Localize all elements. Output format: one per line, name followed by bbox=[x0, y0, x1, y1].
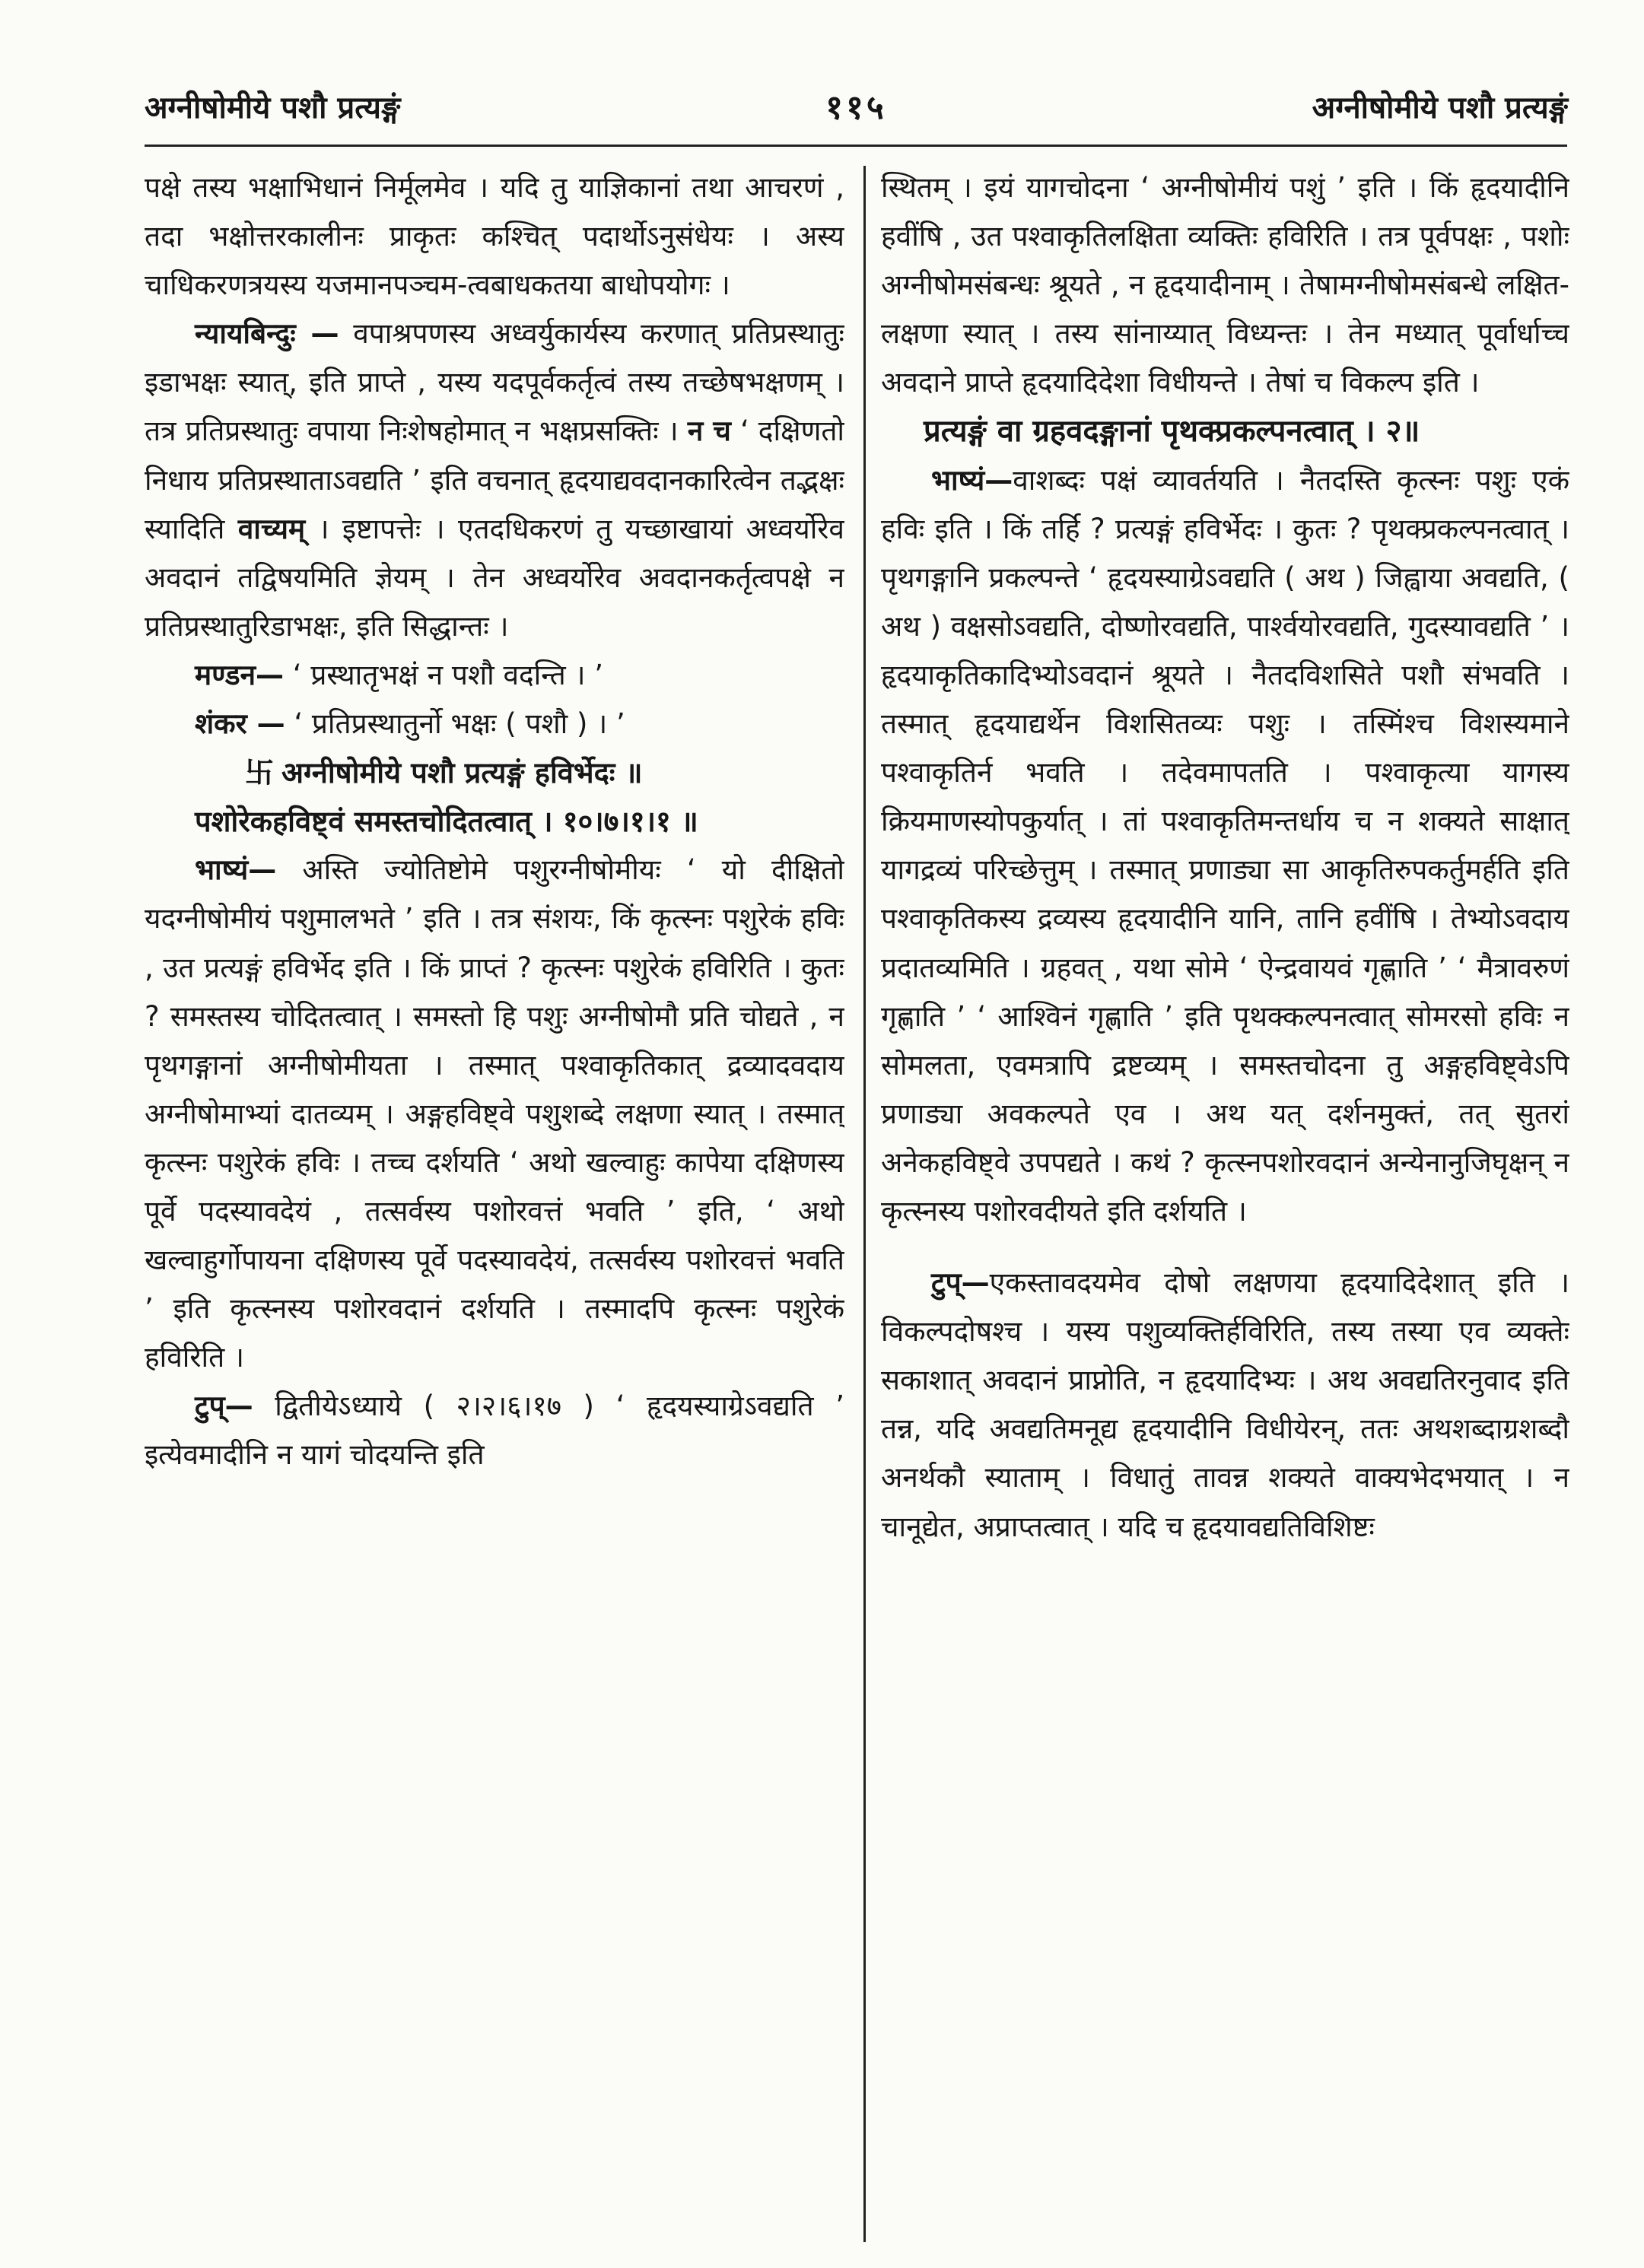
adhikarana-title: अग्नीषोमीये पशौ प्रत्यङ्गं हविर्भेदः ॥ bbox=[281, 756, 643, 790]
paragraph: स्थितम् । इयं यागचोदना ‘ अग्नीषोमीयं पशुं ’ इति । किं हृदयादीनि हवींषि , उत पश्वाकृतिलक्षिता व्यक्तिः हविरिति । तत्र पूर्वपक्षः , पशोः अग्नीषोमसंबन्धः श्रूयते , न हृदयादीनाम् । तेषामग्नीषोमसंबन्धे लक्षित-लक्षणा स्यात् । तस्य सांनाय्यात् विध्यन्तः । तेन मध्यात् पूर्वार्धाच्च अवदाने प्राप्ते हृदयादिदेशा विधीयन्ते । तेषां च विकल्प इति । bbox=[881, 171, 1569, 399]
running-head-left: अग्नीषोमीये पशौ प्रत्यङ्गं bbox=[145, 90, 401, 125]
header-rule bbox=[145, 145, 1567, 147]
paragraph: पक्षे तस्य भक्षाभिधानं निर्मूलमेव । यदि तु याज्ञिकानां तथा आचरणं , तदा भक्षोत्तरकालीनः प्राकृतः कश्चित् पदार्थोऽनुसंधेयः । अस्य चाधिकरणत्रयस्य यजमानपञ्चम-त्वबाधकतया बाधोपयोगः । bbox=[145, 171, 844, 302]
running-head-right: अग्नीषोमीये पशौ प्रत्यङ्गं bbox=[1312, 90, 1568, 125]
mandana-label: मण्डन— bbox=[195, 658, 285, 691]
mandana-text: ‘ प्रस्थातृभक्षं न पशौ वदन्ति । ’ bbox=[284, 658, 604, 691]
tup-label: टुप्— bbox=[931, 1266, 990, 1300]
tup-label: टुप्— bbox=[195, 1390, 253, 1423]
nyayabindu-label: न्यायबिन्दुः — bbox=[195, 317, 339, 351]
tup-text: द्वितीयेऽध्याये ( २।२।६।१७ ) ‘ हृदयस्याग्रेऽवद्यति ’ इत्येवमादीनि न यागं चोदयन्ति इति bbox=[145, 1390, 844, 1472]
running-head bbox=[145, 79, 1568, 132]
sutra: प्रत्यङ्गं वा ग्रहवदङ्गानां पृथक्प्रकल्पनत्वात् । २॥ bbox=[924, 414, 1420, 449]
bhashya-text: अस्ति ज्योतिष्टोमे पशुरग्नीषोमीयः ‘ यो दीक्षितो यदग्नीषोमीयं पशुमालभते ’ इति । तत्र संशयः, किं कृत्स्नः पशुरेकं हविः , उत प्रत्यङ्गं हविर्भेद इति । किं प्राप्तं ? कृत्स्नः पशुरेकं हविरिति । कुतः ? समस्तस्य चोदितत्वात् । समस्तो हि पशुः अग्नीषोमौ प्रति चोद्यते , न पृथगङ्गानां अग्नीषोमीयता । तस्मात् पश्वाकृतिकात् द्रव्यादवदाय अग्नीषोमाभ्यां दातव्यम् । अङ्गहविष्ट्वे पशुशब्दे लक्षणा स्यात् । तस्मात् कृत्स्नः पशुरेकं हविः । तच्च दर्शयति ‘ अथो खल्वाहुः कापेया दक्षिणस्य पूर्वे पदस्यावदेयं , तत्सर्वस्य पशोरवत्तं भवति ’ इति, ‘ अथो खल्वाहुर्गोपायना दक्षिणस्य पूर्वे पदस्यावदेयं, तत्सर्वस्य पशोरवत्तं भवति ’ इति कृत्स्नस्य पशोरवदानं दर्शयति । तस्मादपि कृत्स्नः पशुरेकं हविरिति । bbox=[145, 853, 844, 1374]
na-cha-label: न च bbox=[687, 415, 731, 448]
vachyam-label: वाच्यम् bbox=[237, 512, 306, 545]
left-column bbox=[145, 164, 844, 1480]
shankara-line bbox=[145, 700, 844, 748]
right-column bbox=[881, 164, 1569, 1552]
shankara-text: ‘ प्रतिप्रस्थातुर्नो भक्षः ( पशौ ) । ’ bbox=[285, 707, 625, 741]
adhikarana-mark-icon: 卐 bbox=[245, 756, 275, 790]
mandana-line bbox=[145, 651, 844, 700]
nyayabindu-text-b: ‘ दक्षिणतो निधाय प्रतिप्रस्थाताऽवद्यति ’ इति वचनात् हृदयाद्यवदानकारित्वेन तद्भक्षः स्यादिति bbox=[145, 415, 844, 545]
bhashya-text: वाशब्दः पक्षं व्यावर्तयति । नैतदस्ति कृत्स्नः पशुः एकं हविः इति । किं तर्हि ? प्रत्यङ्गं हविर्भेदः । कुतः ? पृथक्प्रकल्पनत्वात् । पृथगङ्गानि प्रकल्पन्ते ‘ हृदयस्याग्रेऽवद्यति ( अथ ) जिह्वाया अवद्यति, ( अथ ) वक्षसोऽवद्यति, दोष्णोरवद्यति, पार्श्वयोरवद्यति, गुदस्यावद्यति ’ । हृदयाकृतिकादिभ्योऽवदानं श्रूयते । नैतदविशसिते पशौ संभवति । तस्मात् हृदयाद्यर्थेन विशसितव्यः पशुः । तस्मिंश्च विशस्यमाने पश्वाकृतिर्न भवति । तदेवमापतति । पश्वाकृत्या यागस्य क्रियमाणस्योपकुर्यात् । तां पश्वाकृतिमन्तर्धाय च न शक्यते साक्षात् यागद्रव्यं परिच्छेत्तुम् । तस्मात् प्रणाड्या सा आकृतिरुपकर्तुमर्हति इति पश्वाकृतिकस्य द्रव्यस्य हृदयादीनि यानि, तानि हवींषि । तेभ्योऽवदाय प्रदातव्यमिति । ग्रहवत् , यथा सोमे ‘ ऐन्द्रवायवं गृह्णाति ’ ‘ मैत्रावरुणं गृह्णाति ’ ‘ आश्विनं गृह्णाति ’ इति पृथक्कल्पनत्वात् सोमरसो हविः न सोमलता, एवमत्रापि द्रष्टव्यम् । समस्तचोदना तु अङ्गहविष्ट्वेऽपि प्रणाड्या अवकल्पते एव । अथ यत् दर्शनमुक्तं, तत् सुतरां अनेकहविष्ट्वे उपपद्यते । कथं ? कृत्स्नपशोरवदानं अन्येनानुजिघृक्षन् न कृत्स्नस्य पशोरवदीयते इति दर्शयति । bbox=[881, 463, 1569, 1228]
nyayabindu-paragraph bbox=[145, 310, 844, 651]
bhashya-label: भाष्यं— bbox=[195, 853, 277, 887]
shankara-label: शंकर — bbox=[195, 707, 285, 741]
bhashya-label: भाष्यं— bbox=[931, 463, 1013, 497]
spacer bbox=[881, 1236, 1569, 1259]
adhikarana-heading bbox=[145, 748, 844, 797]
column-divider bbox=[863, 166, 866, 2242]
tup-paragraph bbox=[145, 1382, 844, 1479]
tup-text: एकस्तावदयमेव दोषो लक्षणया हृदयादिदेशात् इति । विकल्पदोषश्च । यस्य पशुव्यक्तिर्हविरिति, तस्य तस्या एव व्यक्तेः सकाशात् अवदानं प्राप्नोति, न हृदयादिभ्यः । अथ अवद्यतिरनुवाद इति तन्न, यदि अवद्यतिमनूद्य हृदयादीनि विधीयेरन्, ततः अथशब्दाग्रशब्दौ अनर्थकौ स्याताम् । विधातुं तावन्न शक्यते वाक्यभेदभयात् । न चानूद्येत, अप्राप्तत्वात् । यदि च हृदयावद्यतिविशिष्टः bbox=[881, 1266, 1569, 1543]
page-number: ११५ bbox=[825, 88, 887, 127]
bhashya-paragraph bbox=[145, 846, 844, 1382]
tup-paragraph bbox=[881, 1259, 1569, 1552]
nyayabindu-text-c: । इष्टापत्तेः । एतदधिकरणं तु यच्छाखायां अध्वर्योरेव अवदानं तद्विषयमिति ज्ञेयम् । तेन अध्वर्योरेव अवदानकर्तृत्वपक्षे न प्रतिप्रस्थातुरिडाभक्षः, इति सिद्धान्तः । bbox=[145, 512, 844, 643]
bhashya-paragraph bbox=[881, 456, 1569, 1237]
nyayabindu-text: वपाश्रपणस्य अध्वर्युकार्यस्य करणात् प्रतिप्रस्थातुः इडाभक्षः स्यात्, इति प्राप्ते , यस्य यदपूर्वकर्तृत्वं तस्य तच्छेषभक्षणम् । तत्र प्रतिप्रस्थातुः वपाया निःशेषहोमात् न भक्षप्रसक्तिः । bbox=[145, 317, 844, 448]
sutra: पशोरेकहविष्ट्वं समस्तचोदितत्वात् । १०।७।१।१ ॥ bbox=[195, 805, 698, 839]
